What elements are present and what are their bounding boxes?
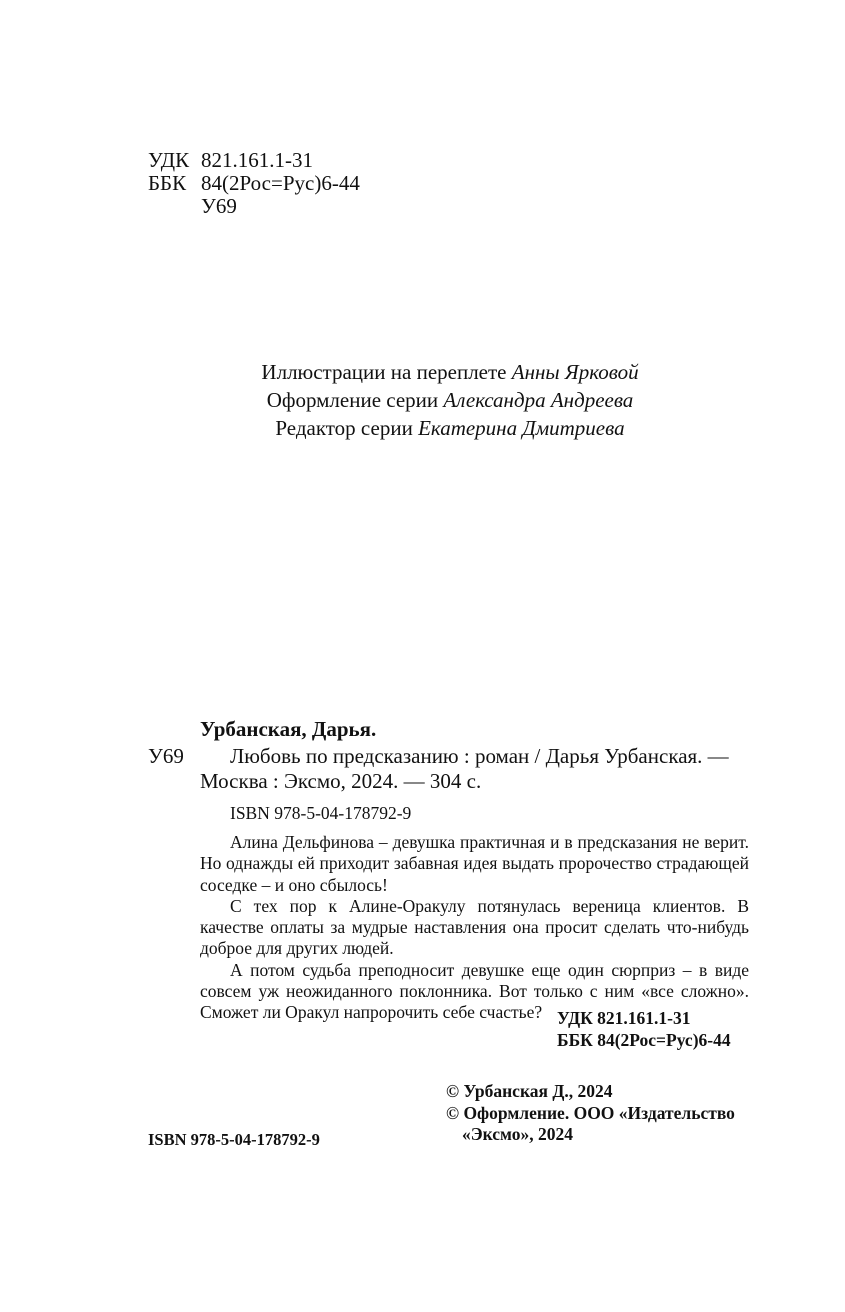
bbk-value: 84(2Рос=Рус)6-44: [201, 171, 360, 195]
isbn-bottom: ISBN 978-5-04-178792-9: [148, 1130, 320, 1149]
annotation: [200, 832, 749, 1024]
author-sign: У69: [201, 194, 237, 218]
credit-series-editor: [0, 414, 845, 442]
copyright-publisher: «Эксмо», 2024: [462, 1124, 573, 1145]
author-sign-row: [148, 195, 360, 218]
bbk-row: [148, 172, 360, 195]
credit-role: Оформление серии: [266, 388, 439, 412]
annotation-paragraph: А потом судьба преподносит девушке еще один сюрприз – в виде совсем уж неожиданного поклонника. Вот только с ним «все сложно». Сможет ли Оракул напророчить себе счастье?: [200, 959, 749, 1023]
copyright-block: [446, 1081, 735, 1146]
catalog-author-sign: У69: [148, 744, 184, 768]
credit-illustrations: [0, 358, 845, 386]
credit-role: Редактор серии: [275, 416, 413, 440]
catalog-isbn: ISBN 978-5-04-178792-9: [230, 803, 412, 823]
bbk-bold: ББК 84(2Рос=Рус)6-44: [557, 1029, 731, 1050]
annotation-paragraph: Алина Дельфинова – девушка практичная и в предсказания не верит. Но однажды ей приходит забавная идея выдать пророчество страдающей соседке – и оно сбылось!: [200, 832, 749, 895]
udk-value: 821.161.1-31: [201, 148, 313, 172]
copyright-author: © Урбанская Д., 2024: [446, 1081, 613, 1101]
credit-name: Екатерина Дмитриева: [418, 416, 625, 440]
credit-role: Иллюстрации на переплете: [261, 360, 507, 384]
credit-series-design: [0, 386, 845, 414]
udk-bold: УДК 821.161.1-31: [557, 1008, 691, 1028]
index-block: [557, 1008, 731, 1051]
credit-name: Анны Ярковой: [511, 360, 639, 384]
catalog-publication-line: Москва : Эксмо, 2024. — 304 с.: [200, 769, 482, 793]
catalog-author: Урбанская, Дарья.: [200, 717, 377, 741]
credit-name: Александра Андреева: [443, 388, 634, 412]
classification-block: [148, 149, 360, 218]
udk-row: [148, 149, 360, 172]
credits-block: [0, 358, 845, 442]
catalog-title-line: Любовь по предсказанию : роман / Дарья Урбанская. —: [230, 744, 729, 768]
annotation-paragraph: С тех пор к Алине-Оракулу потянулась вереница клиентов. В качестве оплаты за мудрые наставления она просит сделать что-нибудь доброе для других людей.: [200, 895, 749, 959]
copyright-design: © Оформление. ООО «Издательство: [446, 1102, 735, 1123]
udk-label: УДК: [148, 148, 190, 172]
bbk-label: ББК: [148, 171, 187, 195]
